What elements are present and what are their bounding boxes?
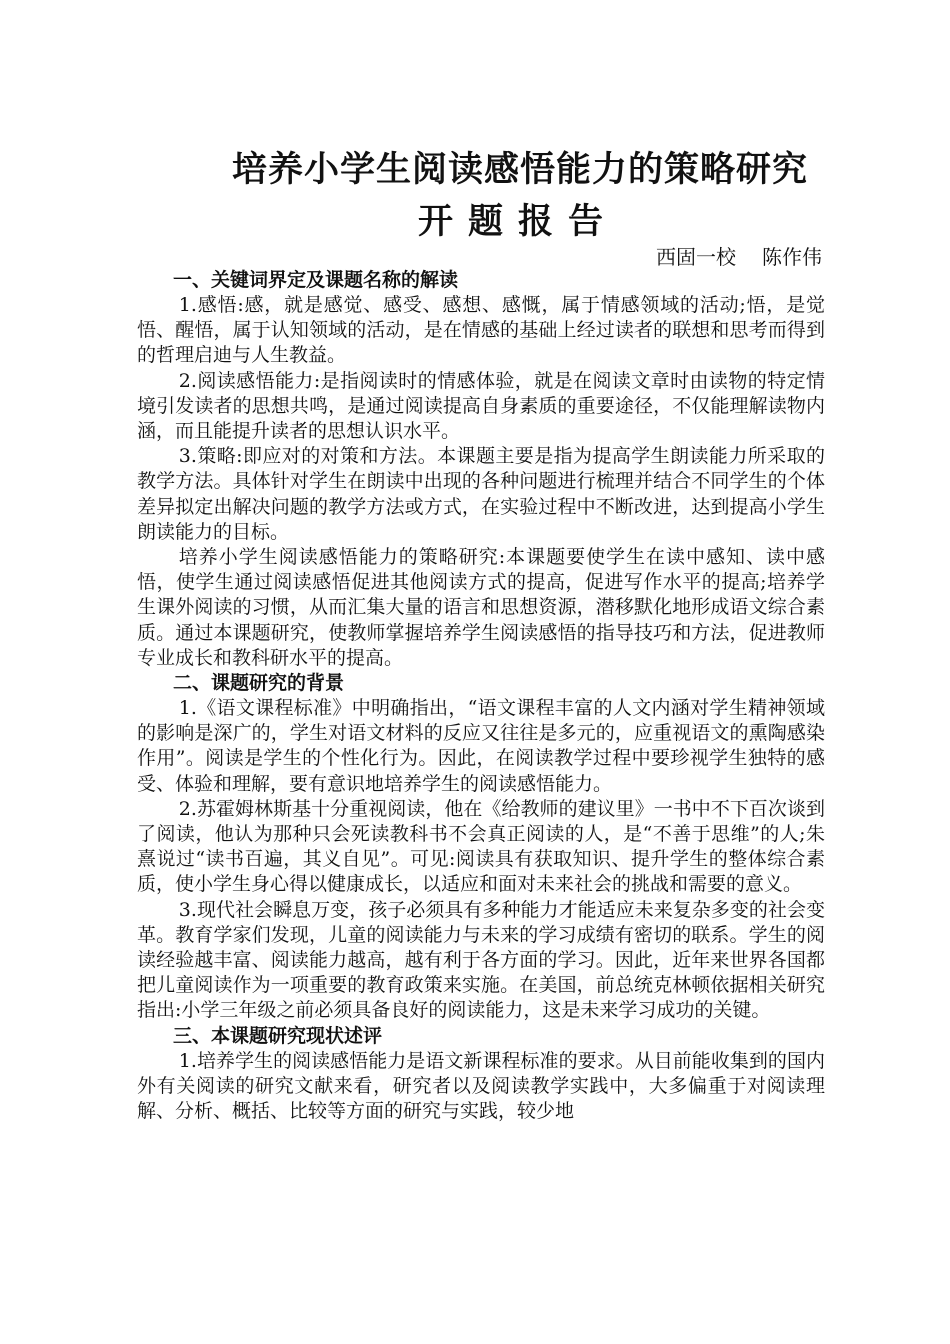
section-heading: 一、关键词界定及课题名称的解读	[173, 269, 459, 291]
paragraph: 培养小学生阅读感悟能力的策略研究:本课题要使学生在读中感知、读中感悟，使学生通过阅读感悟促进其他阅读方式的提高，促进写作水平的提高;培养学生课外阅读的习惯，从而汇集大量的语言和思想资源，潜移默化地形成语文综合素质。通过本课题研究，使教师掌握培养学生阅读感悟的指导技巧和方法，促进教师专业成长和教科研水平的提高。	[137, 546, 825, 669]
section-heading: 二、课题研究的背景	[173, 672, 345, 695]
document-subtitle: 开题报告	[418, 201, 619, 242]
paragraph: 1.感悟:感，就是感觉、感受、感想、感慨，属于情感领域的活动;悟，是觉悟、醒悟，属于认知领域的活动，是在情感的基础上经过读者的联想和思考而得到的哲理启迪与人生教益。	[137, 294, 825, 367]
section-heading: 三、本课题研究现状述评	[173, 1024, 383, 1047]
author-line	[656, 243, 822, 271]
section-keywords	[137, 268, 825, 671]
document-body	[137, 268, 825, 1124]
paragraph: 2.阅读感悟能力:是指阅读时的情感体验，就是在阅读文章时由读物的特定情境引发读者的思想共鸣，是通过阅读提高自身素质的重要途径，不仅能理解读物内涵，而且能提升读者的思想认识水平。	[137, 369, 825, 443]
author-school: 西固一校	[656, 245, 736, 269]
paragraph: 3.现代社会瞬息万变，孩子必须具有多种能力才能适应未来复杂多变的社会变革。教育学家们发现，儿童的阅读能力与未来的学习成绩有密切的联系。学生的阅读经验越丰富、阅读能力越高，越有利于各方面的学习。因此，近年来世界各国都把儿童阅读作为一项重要的教育政策来实施。在美国，前总统克林顿依据相关研究指出:小学三年级之前必须具备良好的阅读能力，这是未来学习成功的关键。	[137, 898, 825, 1022]
paragraph: 1.《语文课程标准》中明确指出，“语文课程丰富的人文内涵对学生精神领域的影响是深广的，学生对语文材料的反应又往往是多元的，应重视语文的熏陶感染作用”。阅读是学生的个性化行为。因此，在阅读教学过程中要珍视学生独特的感受、体验和理解，要有意识地培养学生的阅读感悟能力。	[137, 697, 825, 795]
paragraph: 1.培养学生的阅读感悟能力是语文新课程标准的要求。从目前能收集到的国内外有关阅读的研究文献来看，研究者以及阅读教学实践中，大多偏重于对阅读理解、分析、概括、比较等方面的研究与实践，较少地	[137, 1049, 825, 1123]
document-title: 培养小学生阅读感悟能力的策略研究	[232, 149, 809, 190]
paragraph: 3.策略:即应对的对策和方法。本课题主要是指为提高学生朗读能力所采取的教学方法。具体针对学生在朗读中出现的各种问题进行梳理并结合不同学生的个体差异拟定出解决问题的教学方法或方式，在实验过程中不断改进，达到提高小学生朗读能力的目标。	[137, 445, 825, 543]
section-background	[137, 671, 825, 1024]
paragraph: 2.苏霍姆林斯基十分重视阅读，他在《给教师的建议里》一书中不下百次谈到了阅读，他认为那种只会死读教科书不会真正阅读的人，是“不善于思维”的人;朱熹说过“读书百遍，其义自见”。可见:阅读具有获取知识、提升学生的整体综合素质，使小学生身心得以健康成长，以适应和面对未来社会的挑战和需要的意义。	[137, 797, 825, 896]
author-name: 陈作伟	[762, 245, 822, 269]
section-status-review	[137, 1024, 825, 1125]
